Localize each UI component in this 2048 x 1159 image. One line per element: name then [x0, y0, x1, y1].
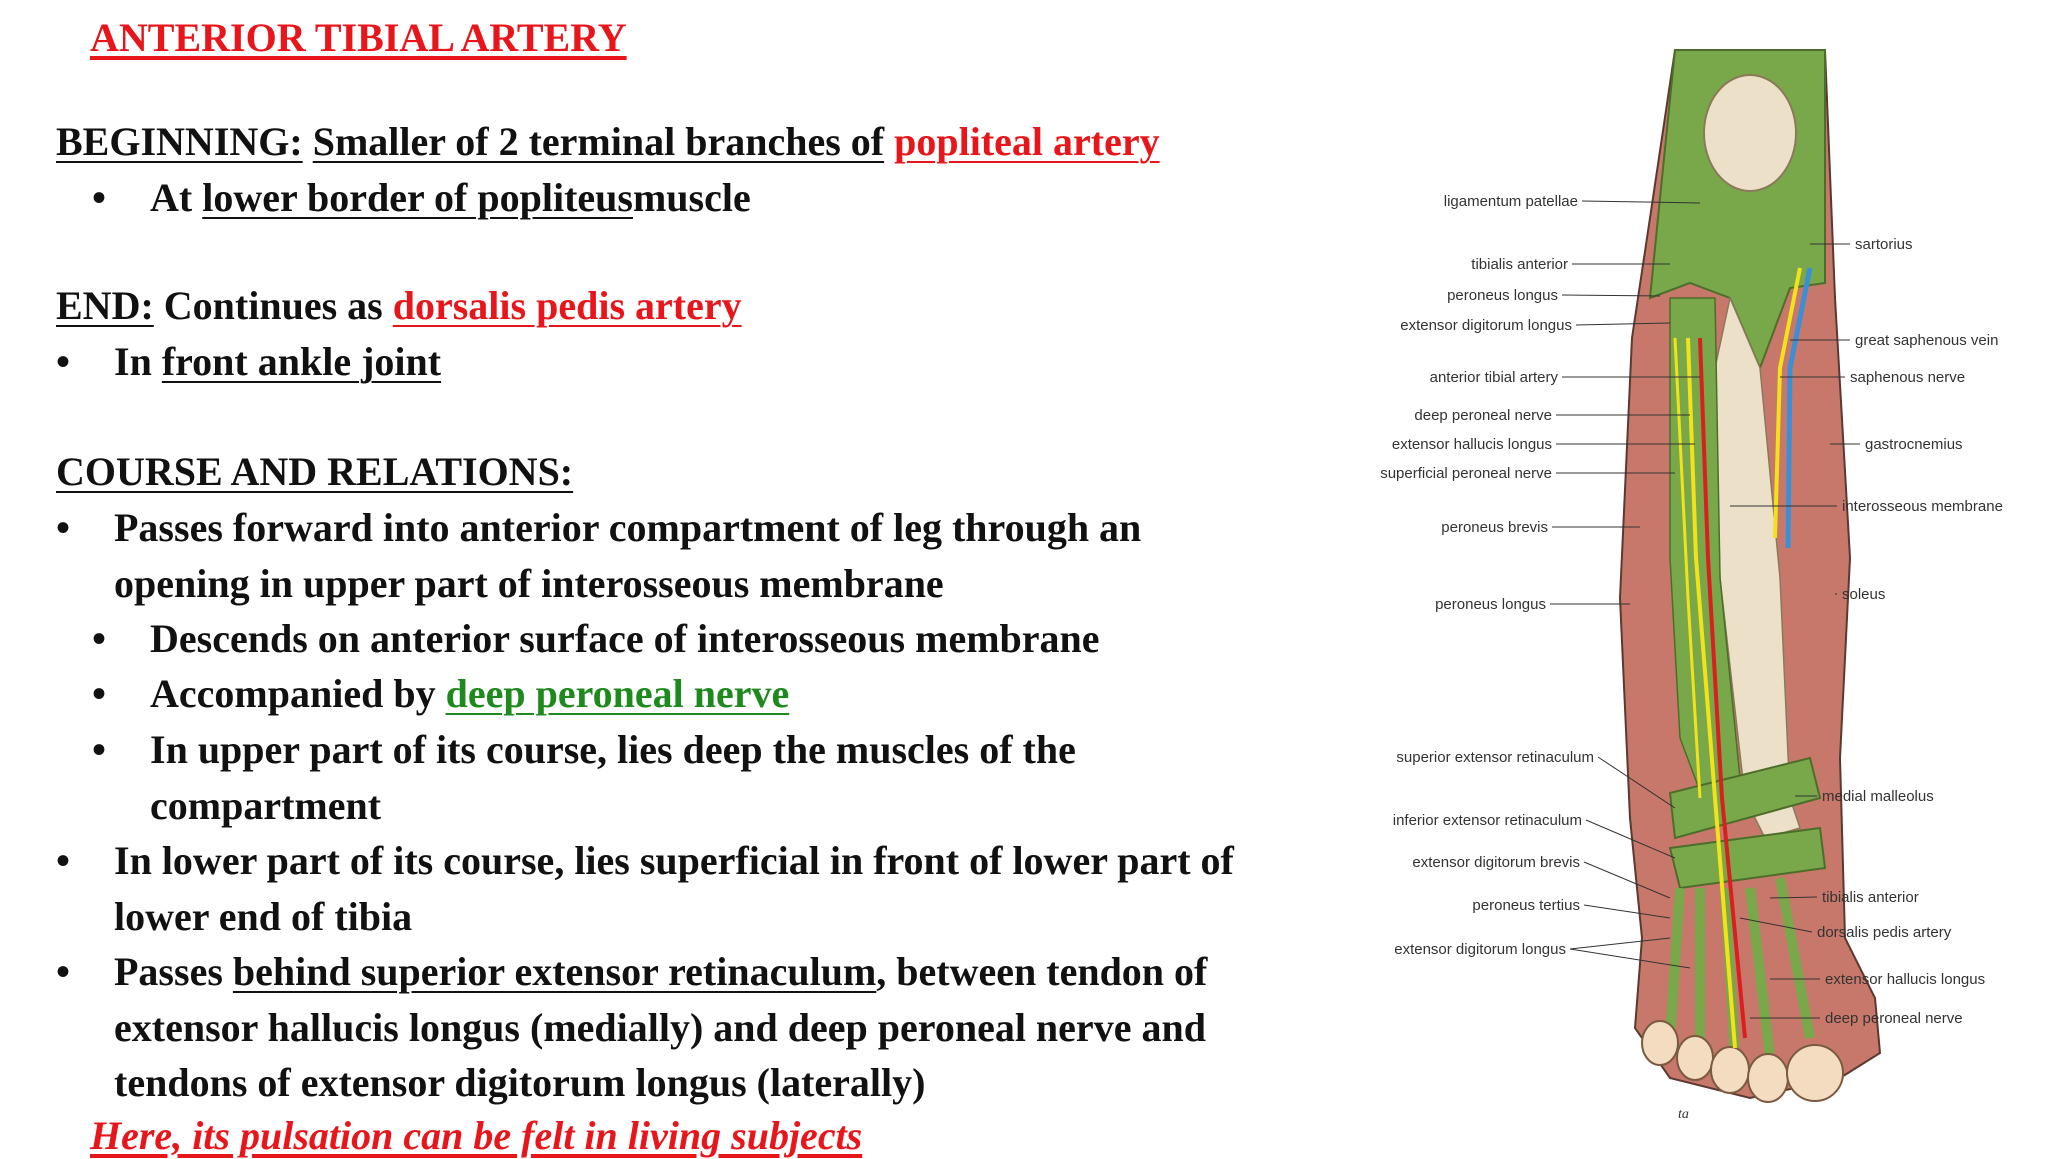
anterior-leg-diagram	[1370, 38, 2010, 1128]
course-p3-suffix: , between tendon of	[876, 949, 1208, 994]
course-s2-prefix: Accompanied by	[150, 671, 436, 716]
beginning-sub-prefix: At	[150, 175, 193, 220]
label-dorsalis-pedis-artery: dorsalis pedis artery	[1817, 924, 1952, 941]
slide-title: ANTERIOR TIBIAL ARTERY	[90, 15, 627, 60]
label-tibialis-anterior: tibialis anterior	[1471, 256, 1568, 273]
course-s1: Descends on anterior surface of interosseous membrane	[150, 616, 1100, 661]
dorsalis-pedis-link: dorsalis pedis artery	[392, 283, 742, 328]
label-interosseous-membrane: interosseous membrane	[1842, 498, 2003, 515]
end-text: Continues as	[163, 283, 383, 328]
label-extensor-digitorum-longus-lower: extensor digitorum longus	[1394, 941, 1566, 958]
bullet: •	[92, 671, 107, 716]
end-sub-underlined: front ankle joint	[161, 339, 442, 384]
course-s2	[150, 670, 789, 718]
label-sartorius: sartorius	[1855, 236, 1913, 253]
label-superficial-peroneal-nerve: superficial peroneal nerve	[1380, 465, 1552, 482]
label-extensor-hallucis-longus-right: extensor hallucis longus	[1825, 971, 1986, 988]
end-sub	[114, 338, 441, 386]
label-soleus: soleus	[1842, 586, 1886, 603]
illustrator-signature: ta	[1678, 1107, 1689, 1122]
bullet: •	[56, 505, 71, 550]
course-p2-line1: In lower part of its course, lies superficial in front of lower part of	[114, 838, 1234, 883]
course-p1-line1: Passes forward into anterior compartment of leg through an	[114, 505, 1142, 550]
course-p1-line2: opening in upper part of interosseous membrane	[114, 561, 944, 606]
label-gastrocnemius: gastrocnemius	[1865, 436, 1963, 453]
label-extensor-digitorum-longus-upper: extensor digitorum longus	[1400, 317, 1572, 334]
label-peroneus-brevis: peroneus brevis	[1441, 519, 1548, 536]
course-heading: COURSE AND RELATIONS:	[56, 449, 574, 494]
label-superior-extensor-retinaculum: superior extensor retinaculum	[1396, 749, 1594, 766]
label-ligamentum-patellae: ligamentum patellae	[1443, 193, 1578, 210]
bullet: •	[92, 727, 107, 772]
label-saphenous-nerve: saphenous nerve	[1850, 369, 1966, 386]
bullet: •	[92, 175, 107, 220]
course-s3-line1: In upper part of its course, lies deep the muscles of the	[150, 727, 1076, 772]
course-p3-line3: tendons of extensor digitorum longus (laterally)	[114, 1060, 926, 1105]
course-p3-line2: extensor hallucis longus (medially) and deep peroneal nerve and	[114, 1005, 1206, 1050]
beginning-sub-underlined: lower border of popliteus	[202, 175, 633, 220]
label-tibialis-anterior-right: tibialis anterior	[1822, 889, 1919, 906]
label-anterior-tibial-artery: anterior tibial artery	[1429, 369, 1558, 386]
label-peroneus-longus-upper: peroneus longus	[1447, 287, 1558, 304]
end-label: END:	[56, 283, 154, 328]
label-medial-malleolus: medial malleolus	[1822, 788, 1934, 805]
bullet: •	[92, 616, 107, 661]
bullet: •	[56, 838, 71, 883]
beginning-label: BEGINNING:	[56, 119, 303, 164]
patella	[1704, 75, 1796, 191]
label-inferior-extensor-retinaculum: inferior extensor retinaculum	[1392, 812, 1582, 829]
course-s3-line2: compartment	[150, 783, 382, 828]
label-peroneus-tertius: peroneus tertius	[1472, 897, 1580, 914]
deep-peroneal-nerve-link: deep peroneal nerve	[445, 671, 790, 716]
course-p3-prefix: Passes	[114, 949, 223, 994]
end-sub-prefix: In	[114, 339, 152, 384]
label-extensor-digitorum-brevis: extensor digitorum brevis	[1412, 854, 1580, 871]
label-deep-peroneal-nerve-left: deep peroneal nerve	[1414, 407, 1552, 424]
popliteal-artery-link: popliteal artery	[894, 119, 1160, 164]
bullet: •	[56, 339, 71, 384]
label-peroneus-longus-lower: peroneus longus	[1435, 596, 1546, 613]
bullet: •	[56, 949, 71, 994]
label-deep-peroneal-nerve-right: deep peroneal nerve	[1825, 1010, 1963, 1027]
end-line	[56, 282, 742, 330]
label-extensor-hallucis-longus-left: extensor hallucis longus	[1391, 436, 1552, 453]
label-great-saphenous-vein: great saphenous vein	[1855, 332, 1999, 349]
beginning-sub	[150, 174, 751, 222]
course-p3-underlined: behind superior extensor retinaculum	[232, 949, 877, 994]
beginning-line	[56, 118, 1160, 166]
beginning-text: Smaller of 2 terminal branches of	[312, 119, 885, 164]
course-p3-line1	[114, 948, 1207, 996]
course-p2-line2: lower end of tibia	[114, 894, 413, 939]
footer-note: Here, its pulsation can be felt in living subjects	[90, 1113, 863, 1158]
beginning-sub-suffix: muscle	[632, 175, 751, 220]
